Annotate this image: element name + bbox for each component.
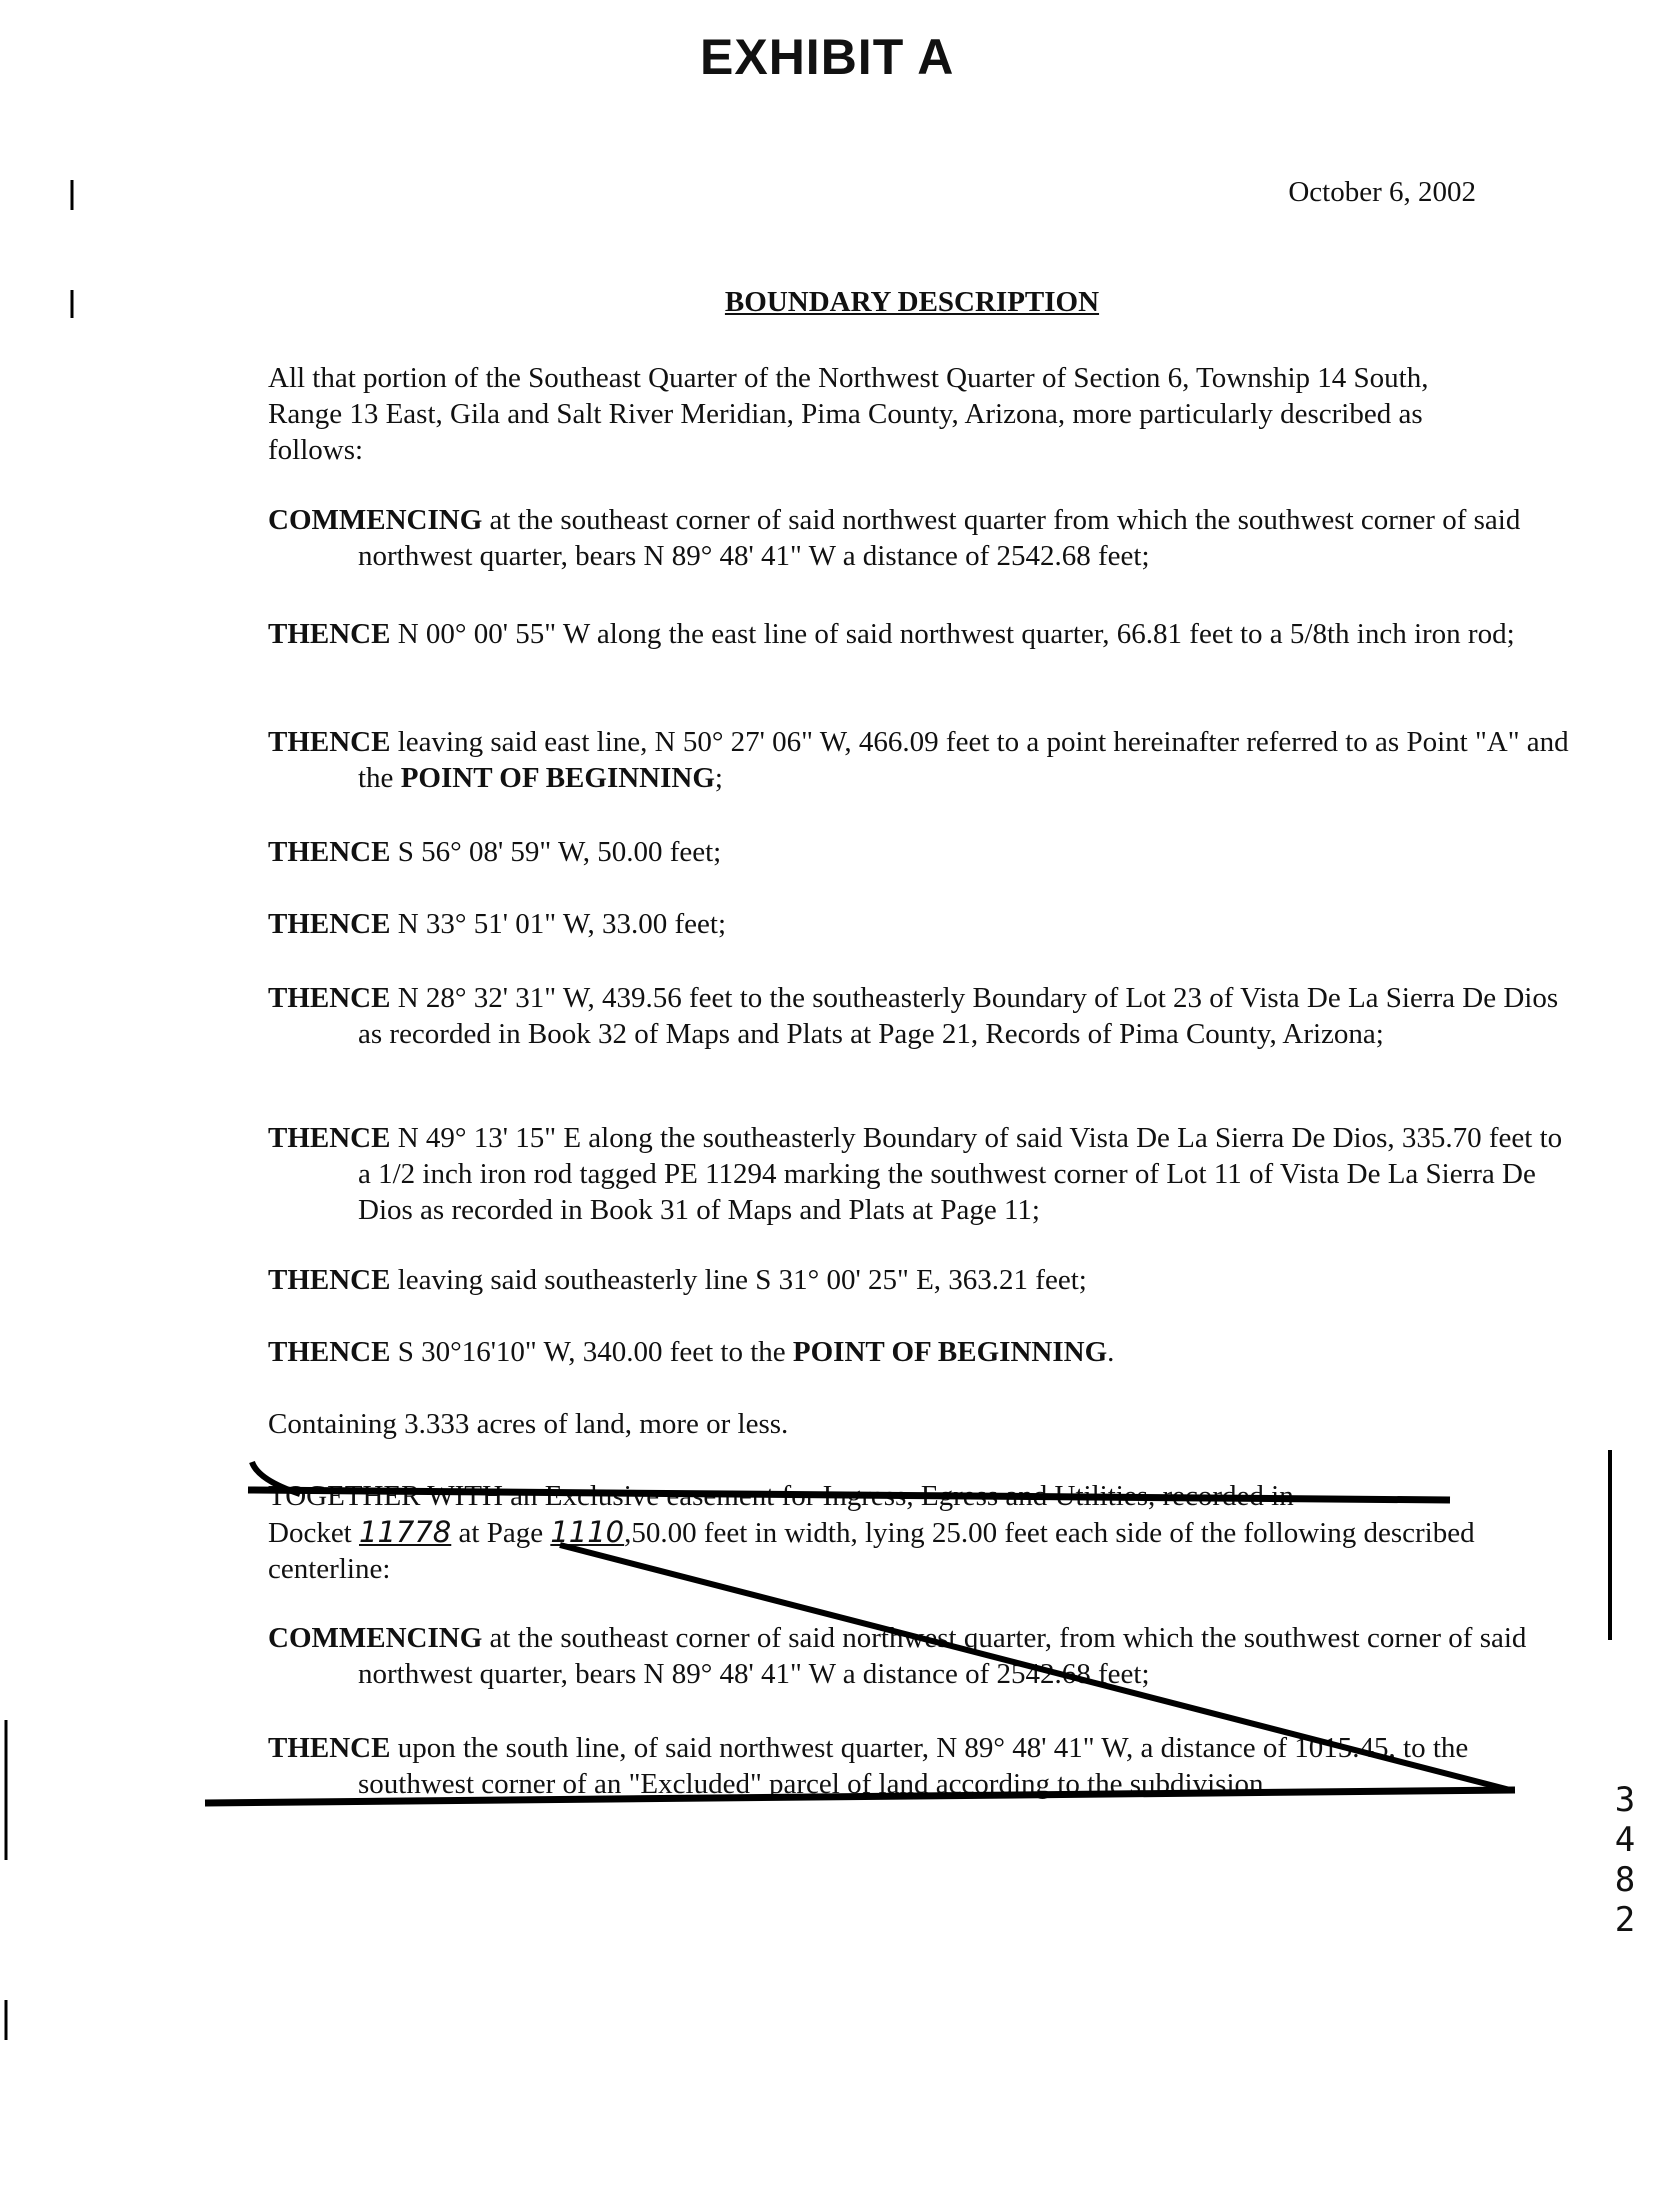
recording-stamp xyxy=(1605,1780,1645,1940)
course-tail: . xyxy=(1107,1336,1115,1368)
easement-rest: ,50.00 feet in width, lying 25.00 feet each side of the following described centerline: xyxy=(268,1517,1475,1585)
stamp-digit: 2 xyxy=(1614,1900,1636,1940)
page-number: 1110 xyxy=(550,1515,625,1549)
exhibit-title: EXHIBIT A xyxy=(700,29,955,85)
course-keyword: THENCE xyxy=(268,1336,391,1368)
section-heading: BOUNDARY DESCRIPTION xyxy=(724,286,1100,318)
course-text: S 56° 08' 59" W, 50.00 feet; xyxy=(390,836,722,868)
course-text: leaving said southeasterly line S 31° 00' 25" E, 363.21 feet; xyxy=(390,1264,1087,1296)
course-text: S 30°16'10" W, 340.00 feet to the xyxy=(390,1336,793,1368)
course-text: leaving said east line, N 50° 27' 06" W, 466.09 feet to a point hereinafter referred to as Point "A" and the xyxy=(358,726,1569,794)
course-text: at the southeast corner of said northwest quarter from which the southwest corner of said northwest quarter, bears N 89° 48' 41" W a distance of 2542.68 feet; xyxy=(358,504,1521,572)
course-text: N 49° 13' 15" E along the southeasterly Boundary of said Vista De La Sierra De Dios, 335.70 feet to a 1/2 inch iron rod tagged PE 11294 marking the southwest corner of Lot 11 of Vista De La Sierra De Dios as recorded in Book 31 of Maps and Plats at Page 11; xyxy=(358,1122,1563,1226)
stamp-digit: 4 xyxy=(1614,1820,1636,1860)
course-text: N 33° 51' 01" W, 33.00 feet; xyxy=(390,908,727,940)
course-text: N 00° 00' 55" W along the east line of said northwest quarter, 66.81 feet to a 5/8th inch iron rod; xyxy=(390,618,1515,650)
course-keyword: THENCE xyxy=(268,1122,391,1154)
easement-paragraph xyxy=(268,1478,1488,1587)
document-date: October 6, 2002 xyxy=(1288,176,1476,208)
stamp-digit: 8 xyxy=(1614,1860,1636,1900)
easement-line1: TOGETHER WITH an Exclusive easement for Ingress, Egress and Utilities, recorded in xyxy=(268,1480,1294,1512)
course-keyword: THENCE xyxy=(268,908,391,940)
docket-number: 11778 xyxy=(359,1515,452,1549)
course-keyword: THENCE xyxy=(268,1264,391,1296)
docket-label: Docket xyxy=(268,1517,359,1549)
course-keyword: THENCE xyxy=(268,1732,391,1764)
course-keyword: THENCE xyxy=(268,618,391,650)
point-of-beginning: POINT OF BEGINNING xyxy=(400,762,715,794)
course-4 xyxy=(268,906,1578,942)
course-text: N 28° 32' 31" W, 439.56 feet to the southeasterly Boundary of Lot 23 of Vista De La Sierra De Dios as recorded in Book 32 of Maps and Plats at Page 21, Records of Pima County, Arizona; xyxy=(358,982,1559,1050)
course-keyword: COMMENCING xyxy=(268,1622,483,1654)
course-3 xyxy=(268,834,1578,870)
course-0 xyxy=(268,502,1578,574)
easement-course-1 xyxy=(268,1730,1578,1802)
course-keyword: THENCE xyxy=(268,836,391,868)
course-text: upon the south line, of said northwest quarter, N 89° 48' 41" W, a distance of 1015.45, to the southwest corner of an "Excluded" parcel of land according to the subdivision xyxy=(358,1732,1469,1800)
course-2 xyxy=(268,724,1578,796)
course-6 xyxy=(268,1120,1578,1228)
course-tail: ; xyxy=(714,762,723,794)
containing-statement: Containing 3.333 acres of land, more or less. xyxy=(268,1408,789,1440)
course-keyword: THENCE xyxy=(268,726,391,758)
course-text: at the southeast corner of said northwest quarter, from which the southwest corner of said northwest quarter, bears N 89° 48' 41" W a distance of 2542.68 feet; xyxy=(358,1622,1527,1690)
course-1 xyxy=(268,616,1578,652)
page-label: at Page xyxy=(451,1517,551,1549)
course-keyword: THENCE xyxy=(268,982,391,1014)
point-of-beginning: POINT OF BEGINNING xyxy=(792,1336,1108,1368)
course-5 xyxy=(268,980,1578,1052)
course-7 xyxy=(268,1262,1578,1298)
course-8 xyxy=(268,1334,1578,1370)
stamp-digit: 3 xyxy=(1614,1780,1636,1820)
easement-course-0 xyxy=(268,1620,1578,1692)
course-keyword: COMMENCING xyxy=(268,504,483,536)
intro-paragraph: All that portion of the Southeast Quarter of the Northwest Quarter of Section 6, Township 14 South, Range 13 East, Gila and Salt River Meridian, Pima County, Arizona, more particularly described as follows: xyxy=(268,362,1429,466)
